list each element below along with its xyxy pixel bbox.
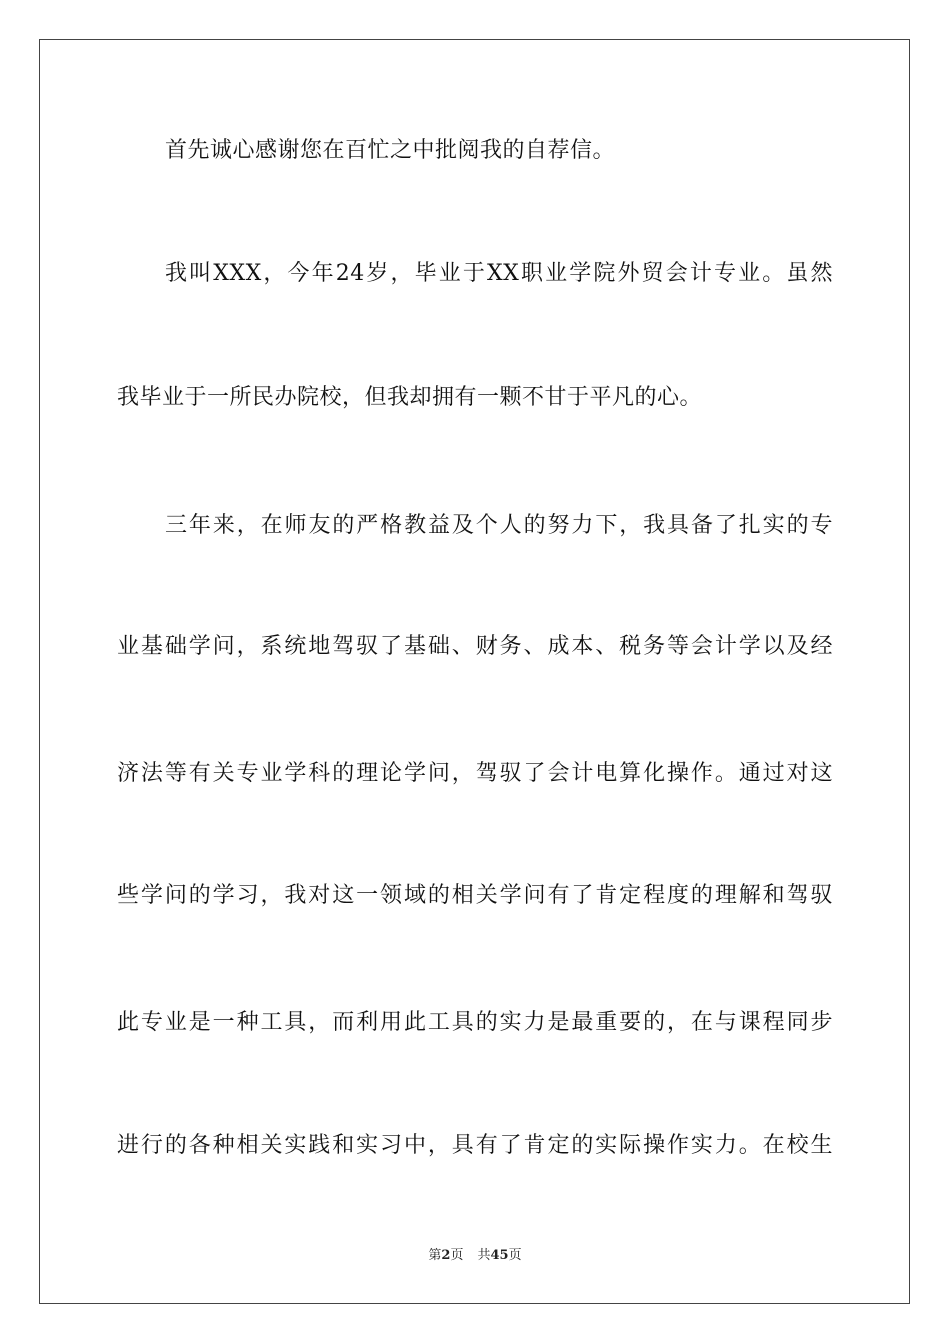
paragraph-line: 业基础学问，系统地驾驭了基础、财务、成本、税务等会计学以及经 [117, 634, 833, 659]
paragraph-line: 我毕业于一所民办院校，但我却拥有一颗不甘于平凡的心。 [117, 385, 703, 410]
total-pages-prefix: 共 [477, 1248, 491, 1263]
current-page-number: 2 [441, 1248, 451, 1263]
page-number-prefix: 第 [428, 1248, 442, 1263]
page-footer [0, 1247, 950, 1265]
paragraph-line: 我叫XXX，今年24岁，毕业于XX职业学院外贸会计专业。虽然 [165, 261, 833, 286]
paragraph-line: 济法等有关专业学科的理论学问，驾驭了会计电算化操作。通过对这 [117, 761, 833, 786]
page-border [39, 39, 910, 1304]
paragraph-line: 进行的各种相关实践和实习中，具有了肯定的实际操作实力。在校生 [117, 1133, 833, 1158]
page-number-suffix: 页 [450, 1248, 464, 1263]
paragraph-line: 些学问的学习，我对这一领域的相关学问有了肯定程度的理解和驾驭 [117, 883, 833, 908]
paragraph-line: 首先诚心感谢您在百忙之中批阅我的自荐信。 [165, 138, 616, 163]
paragraph-line: 此专业是一种工具，而利用此工具的实力是最重要的，在与课程同步 [117, 1010, 833, 1035]
total-page-count: 45 [490, 1248, 509, 1263]
total-pages-suffix: 页 [508, 1248, 522, 1263]
paragraph-line: 三年来，在师友的严格教益及个人的努力下，我具备了扎实的专 [165, 513, 833, 538]
